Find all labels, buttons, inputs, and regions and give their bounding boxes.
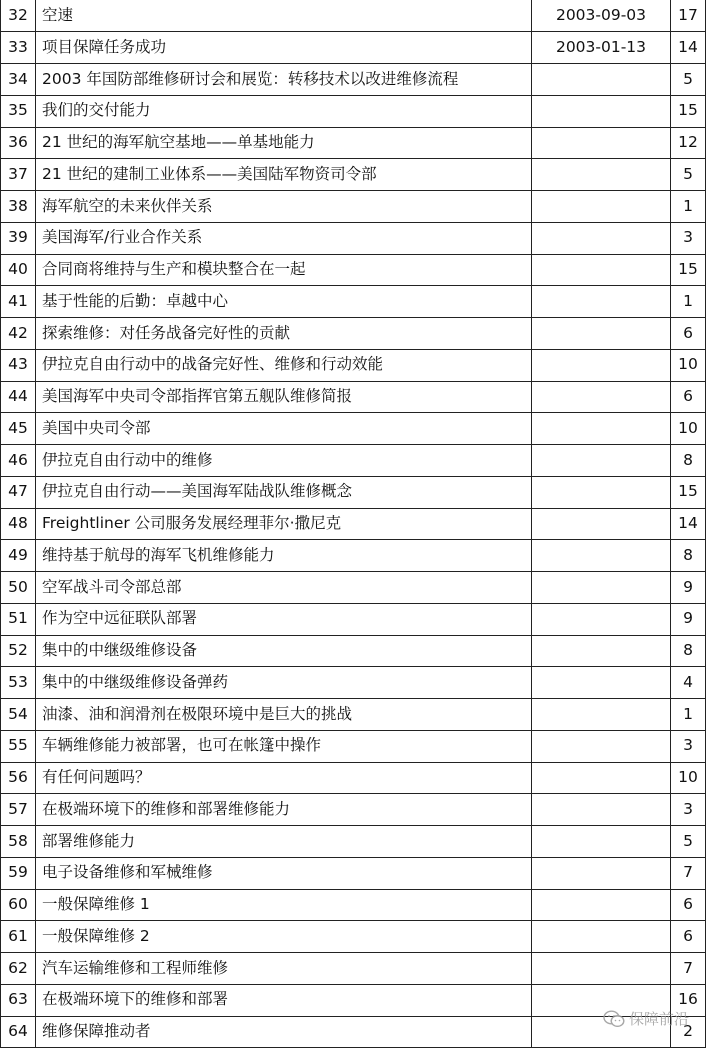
row-date — [532, 95, 671, 127]
table-row — [1, 635, 706, 667]
row-number: 52 — [1, 635, 36, 667]
row-pages: 1 — [671, 191, 706, 223]
row-date — [532, 603, 671, 635]
row-date — [532, 191, 671, 223]
row-date — [532, 794, 671, 826]
table-row — [1, 0, 706, 32]
row-title: 汽车运输维修和工程师维修 — [36, 953, 532, 985]
table-row — [1, 826, 706, 858]
row-date: 2003-09-03 — [532, 0, 671, 32]
watermark-text: 保障前沿 — [628, 1010, 689, 1028]
row-number: 38 — [1, 191, 36, 223]
table-row — [1, 984, 706, 1016]
table-row — [1, 889, 706, 921]
row-pages: 6 — [671, 889, 706, 921]
row-date — [532, 318, 671, 350]
row-title: 合同商将维持与生产和模块整合在一起 — [36, 254, 532, 286]
row-title: 车辆维修能力被部署，也可在帐篷中操作 — [36, 730, 532, 762]
row-title: 作为空中远征联队部署 — [36, 603, 532, 635]
row-pages: 17 — [671, 0, 706, 32]
row-pages: 9 — [671, 572, 706, 604]
row-pages: 15 — [671, 476, 706, 508]
row-title: 空军战斗司令部总部 — [36, 572, 532, 604]
table-row — [1, 64, 706, 96]
row-date — [532, 667, 671, 699]
row-title: 美国海军中央司令部指挥官第五舰队维修简报 — [36, 381, 532, 413]
row-date — [532, 349, 671, 381]
row-date: 2003-01-13 — [532, 32, 671, 64]
table-row — [1, 762, 706, 794]
table-row — [1, 413, 706, 445]
row-title: 伊拉克自由行动中的维修 — [36, 445, 532, 477]
row-pages: 6 — [671, 318, 706, 350]
row-title: 集中的中继级维修设备弹药 — [36, 667, 532, 699]
row-number: 45 — [1, 413, 36, 445]
row-date — [532, 699, 671, 731]
row-pages: 15 — [671, 95, 706, 127]
row-date — [532, 953, 671, 985]
row-pages: 7 — [671, 857, 706, 889]
row-date — [532, 445, 671, 477]
row-number: 40 — [1, 254, 36, 286]
row-title: 部署维修能力 — [36, 826, 532, 858]
table-row — [1, 95, 706, 127]
row-date — [532, 1016, 671, 1048]
table-row — [1, 572, 706, 604]
row-number: 42 — [1, 318, 36, 350]
row-number: 44 — [1, 381, 36, 413]
row-pages: 9 — [671, 603, 706, 635]
row-pages: 12 — [671, 127, 706, 159]
row-title: 一般保障维修 2 — [36, 921, 532, 953]
table-row — [1, 699, 706, 731]
row-title: 空速 — [36, 0, 532, 32]
row-title: 探索维修：对任务战备完好性的贡献 — [36, 318, 532, 350]
row-date — [532, 921, 671, 953]
row-pages: 3 — [671, 794, 706, 826]
table-row — [1, 127, 706, 159]
row-number: 63 — [1, 984, 36, 1016]
table-row — [1, 730, 706, 762]
row-number: 36 — [1, 127, 36, 159]
row-pages: 10 — [671, 413, 706, 445]
row-pages: 8 — [671, 635, 706, 667]
row-number: 43 — [1, 349, 36, 381]
row-title: 项目保障任务成功 — [36, 32, 532, 64]
row-pages: 3 — [671, 730, 706, 762]
row-number: 54 — [1, 699, 36, 731]
row-number: 59 — [1, 857, 36, 889]
row-pages: 5 — [671, 159, 706, 191]
row-number: 49 — [1, 540, 36, 572]
row-number: 48 — [1, 508, 36, 540]
row-pages: 8 — [671, 540, 706, 572]
row-date — [532, 826, 671, 858]
row-pages: 14 — [671, 32, 706, 64]
row-number: 35 — [1, 95, 36, 127]
row-date — [532, 159, 671, 191]
row-title: 在极端环境下的维修和部署 — [36, 984, 532, 1016]
row-number: 53 — [1, 667, 36, 699]
table-row — [1, 254, 706, 286]
row-title: 21 世纪的建制工业体系——美国陆军物资司令部 — [36, 159, 532, 191]
table-row — [1, 191, 706, 223]
row-pages: 7 — [671, 953, 706, 985]
row-number: 33 — [1, 32, 36, 64]
row-pages: 2 — [671, 1016, 706, 1048]
row-date — [532, 254, 671, 286]
row-pages: 1 — [671, 699, 706, 731]
row-number: 61 — [1, 921, 36, 953]
row-pages: 10 — [671, 762, 706, 794]
table-row — [1, 508, 706, 540]
row-date — [532, 635, 671, 667]
row-number: 64 — [1, 1016, 36, 1048]
row-number: 41 — [1, 286, 36, 318]
row-title: 维修保障推动者 — [36, 1016, 532, 1048]
row-pages: 5 — [671, 64, 706, 96]
row-title: 油漆、油和润滑剂在极限环境中是巨大的挑战 — [36, 699, 532, 731]
row-pages: 1 — [671, 286, 706, 318]
row-title: 在极端环境下的维修和部署维修能力 — [36, 794, 532, 826]
row-title: Freightliner 公司服务发展经理菲尔·撒尼克 — [36, 508, 532, 540]
row-pages: 6 — [671, 381, 706, 413]
row-title: 有任何问题吗？ — [36, 762, 532, 794]
row-date — [532, 762, 671, 794]
row-date — [532, 540, 671, 572]
row-title: 维持基于航母的海军飞机维修能力 — [36, 540, 532, 572]
row-pages: 4 — [671, 667, 706, 699]
row-date — [532, 508, 671, 540]
row-title: 21 世纪的海军航空基地——单基地能力 — [36, 127, 532, 159]
row-title: 2003 年国防部维修研讨会和展览：转移技术以改进维修流程 — [36, 64, 532, 96]
row-pages: 3 — [671, 222, 706, 254]
table-row — [1, 667, 706, 699]
table-row — [1, 286, 706, 318]
table-row — [1, 445, 706, 477]
row-title: 电子设备维修和军械维修 — [36, 857, 532, 889]
row-number: 47 — [1, 476, 36, 508]
table-row — [1, 159, 706, 191]
row-date — [532, 857, 671, 889]
row-number: 34 — [1, 64, 36, 96]
row-number: 37 — [1, 159, 36, 191]
table-row — [1, 857, 706, 889]
row-number: 39 — [1, 222, 36, 254]
row-pages: 16 — [671, 984, 706, 1016]
row-number: 32 — [1, 0, 36, 32]
row-date — [532, 413, 671, 445]
row-number: 55 — [1, 730, 36, 762]
row-number: 56 — [1, 762, 36, 794]
row-date — [532, 381, 671, 413]
row-title: 伊拉克自由行动中的战备完好性、维修和行动效能 — [36, 349, 532, 381]
row-pages: 15 — [671, 254, 706, 286]
table-row — [1, 953, 706, 985]
row-number: 58 — [1, 826, 36, 858]
table-row — [1, 1016, 706, 1048]
row-number: 51 — [1, 603, 36, 635]
row-pages: 8 — [671, 445, 706, 477]
row-title: 一般保障维修 1 — [36, 889, 532, 921]
row-date — [532, 127, 671, 159]
row-pages: 5 — [671, 826, 706, 858]
row-title: 美国中央司令部 — [36, 413, 532, 445]
table-row — [1, 32, 706, 64]
table-row — [1, 921, 706, 953]
row-number: 46 — [1, 445, 36, 477]
table-row — [1, 794, 706, 826]
table-body — [1, 0, 706, 1048]
row-number: 50 — [1, 572, 36, 604]
row-title: 集中的中继级维修设备 — [36, 635, 532, 667]
row-pages: 6 — [671, 921, 706, 953]
row-pages: 10 — [671, 349, 706, 381]
row-date — [532, 64, 671, 96]
table-row — [1, 349, 706, 381]
row-date — [532, 222, 671, 254]
row-date — [532, 572, 671, 604]
row-title: 美国海军/行业合作关系 — [36, 222, 532, 254]
row-date — [532, 889, 671, 921]
row-date — [532, 476, 671, 508]
row-date — [532, 286, 671, 318]
table-row — [1, 540, 706, 572]
row-title: 伊拉克自由行动——美国海军陆战队维修概念 — [36, 476, 532, 508]
row-title: 海军航空的未来伙伴关系 — [36, 191, 532, 223]
table-row — [1, 222, 706, 254]
row-title: 基于性能的后勤：卓越中心 — [36, 286, 532, 318]
table-row — [1, 476, 706, 508]
row-pages: 14 — [671, 508, 706, 540]
row-date — [532, 730, 671, 762]
row-number: 60 — [1, 889, 36, 921]
row-title: 我们的交付能力 — [36, 95, 532, 127]
table-row — [1, 318, 706, 350]
row-date — [532, 984, 671, 1016]
table-row — [1, 381, 706, 413]
row-number: 57 — [1, 794, 36, 826]
table-row — [1, 603, 706, 635]
row-number: 62 — [1, 953, 36, 985]
